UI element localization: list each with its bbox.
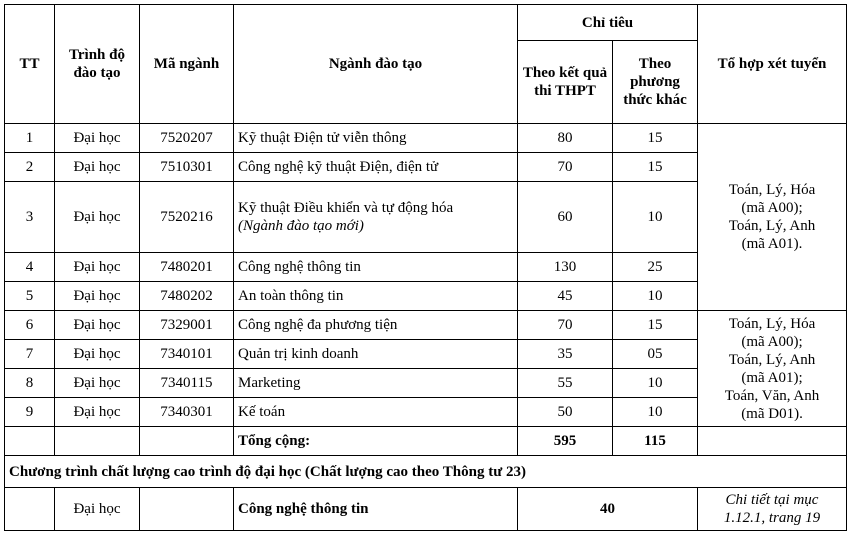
- major-name: Kỹ thuật Điều khiển và tự động hóa: [238, 200, 454, 216]
- header-major: Ngành đào tạo: [234, 5, 518, 124]
- cell-tt: 8: [5, 369, 55, 398]
- cell-detail-reference: [698, 488, 847, 531]
- section-title: Chương trình chất lượng cao trình độ đại học (Chất lượng cao theo Thông tư 23): [5, 456, 847, 488]
- cell-code: 7480202: [140, 282, 234, 311]
- cell-exam: 70: [518, 153, 613, 182]
- cell-empty: [5, 427, 55, 456]
- admissions-quota-table: [4, 4, 847, 531]
- cell-other: 25: [613, 253, 698, 282]
- combo-group-2: [698, 311, 847, 427]
- cell-tt: 9: [5, 398, 55, 427]
- high-quality-row: [5, 488, 847, 531]
- cell-other: 10: [613, 182, 698, 253]
- section-row: [5, 456, 847, 488]
- cell-level: Đại học: [55, 124, 140, 153]
- cell-tt: 4: [5, 253, 55, 282]
- cell-empty: [140, 488, 234, 531]
- cell-exam: 45: [518, 282, 613, 311]
- cell-exam: 80: [518, 124, 613, 153]
- cell-code: 7520207: [140, 124, 234, 153]
- table-row: [5, 311, 847, 340]
- cell-level: Đại học: [55, 488, 140, 531]
- cell-major: [234, 182, 518, 253]
- combo-line: Toán, Lý, Hóa: [728, 315, 816, 332]
- cell-other: 10: [613, 282, 698, 311]
- cell-exam: 55: [518, 369, 613, 398]
- combo-line: Toán, Lý, Anh: [728, 351, 816, 368]
- total-exam: 595: [518, 427, 613, 456]
- cell-major: An toàn thông tin: [234, 282, 518, 311]
- cell-empty: [55, 427, 140, 456]
- cell-level: Đại học: [55, 311, 140, 340]
- header-combo: Tổ hợp xét tuyển: [698, 5, 847, 124]
- cell-exam: 60: [518, 182, 613, 253]
- cell-level: Đại học: [55, 253, 140, 282]
- cell-other: 05: [613, 340, 698, 369]
- cell-exam: 70: [518, 311, 613, 340]
- header-quota-other: Theo phương thức khác: [613, 41, 698, 124]
- cell-tt: 5: [5, 282, 55, 311]
- combo-line: (mã A00);: [741, 200, 803, 216]
- cell-code: 7480201: [140, 253, 234, 282]
- cell-code: 7340101: [140, 340, 234, 369]
- detail-line: 1.12.1, trang 19: [723, 510, 821, 526]
- combo-line: Toán, Văn, Anh: [724, 387, 820, 404]
- table-row: [5, 124, 847, 153]
- cell-major: Công nghệ kỹ thuật Điện, điện tử: [234, 153, 518, 182]
- cell-level: Đại học: [55, 369, 140, 398]
- header-quota: Chỉ tiêu: [518, 5, 698, 41]
- combo-line: (mã A00);: [741, 333, 803, 350]
- cell-major: Kế toán: [234, 398, 518, 427]
- cell-tt: 1: [5, 124, 55, 153]
- cell-empty: [140, 427, 234, 456]
- combo-group-1: [698, 124, 847, 311]
- header-code: Mã ngành: [140, 5, 234, 124]
- header-level: Trình độ đào tạo: [55, 5, 140, 124]
- cell-empty: [698, 427, 847, 456]
- total-label: Tổng cộng:: [234, 427, 518, 456]
- detail-line: Chi tiết tại mục: [725, 492, 819, 508]
- cell-level: Đại học: [55, 340, 140, 369]
- header-tt: TT: [5, 5, 55, 124]
- cell-other: 10: [613, 398, 698, 427]
- cell-exam: 50: [518, 398, 613, 427]
- cell-major: Marketing: [234, 369, 518, 398]
- combo-line: (mã A01).: [741, 236, 803, 252]
- cell-major: Quản trị kinh doanh: [234, 340, 518, 369]
- cell-other: 10: [613, 369, 698, 398]
- cell-major: Công nghệ đa phương tiện: [234, 311, 518, 340]
- header-quota-exam: Theo kết quả thi THPT: [518, 41, 613, 124]
- cell-level: Đại học: [55, 153, 140, 182]
- total-row: [5, 427, 847, 456]
- combo-line: (mã D01).: [741, 405, 803, 422]
- cell-empty: [5, 488, 55, 531]
- cell-level: Đại học: [55, 182, 140, 253]
- total-other: 115: [613, 427, 698, 456]
- cell-major: Kỹ thuật Điện tử viễn thông: [234, 124, 518, 153]
- cell-other: 15: [613, 153, 698, 182]
- cell-other: 15: [613, 311, 698, 340]
- cell-other: 15: [613, 124, 698, 153]
- cell-code: 7340115: [140, 369, 234, 398]
- cell-level: Đại học: [55, 282, 140, 311]
- cell-tt: 7: [5, 340, 55, 369]
- cell-tt: 2: [5, 153, 55, 182]
- combo-line: Toán, Lý, Anh: [728, 218, 816, 234]
- new-major-note: (Ngành đào tạo mới): [238, 218, 364, 234]
- cell-code: 7520216: [140, 182, 234, 253]
- cell-exam: 35: [518, 340, 613, 369]
- cell-quota: 40: [518, 488, 698, 531]
- cell-tt: 6: [5, 311, 55, 340]
- combo-line: Toán, Lý, Hóa: [728, 182, 816, 198]
- cell-level: Đại học: [55, 398, 140, 427]
- cell-code: 7340301: [140, 398, 234, 427]
- cell-exam: 130: [518, 253, 613, 282]
- combo-line: (mã A01);: [741, 369, 803, 386]
- cell-tt: 3: [5, 182, 55, 253]
- cell-major: Công nghệ thông tin: [234, 253, 518, 282]
- cell-code: 7510301: [140, 153, 234, 182]
- cell-code: 7329001: [140, 311, 234, 340]
- cell-major: Công nghệ thông tin: [234, 488, 518, 531]
